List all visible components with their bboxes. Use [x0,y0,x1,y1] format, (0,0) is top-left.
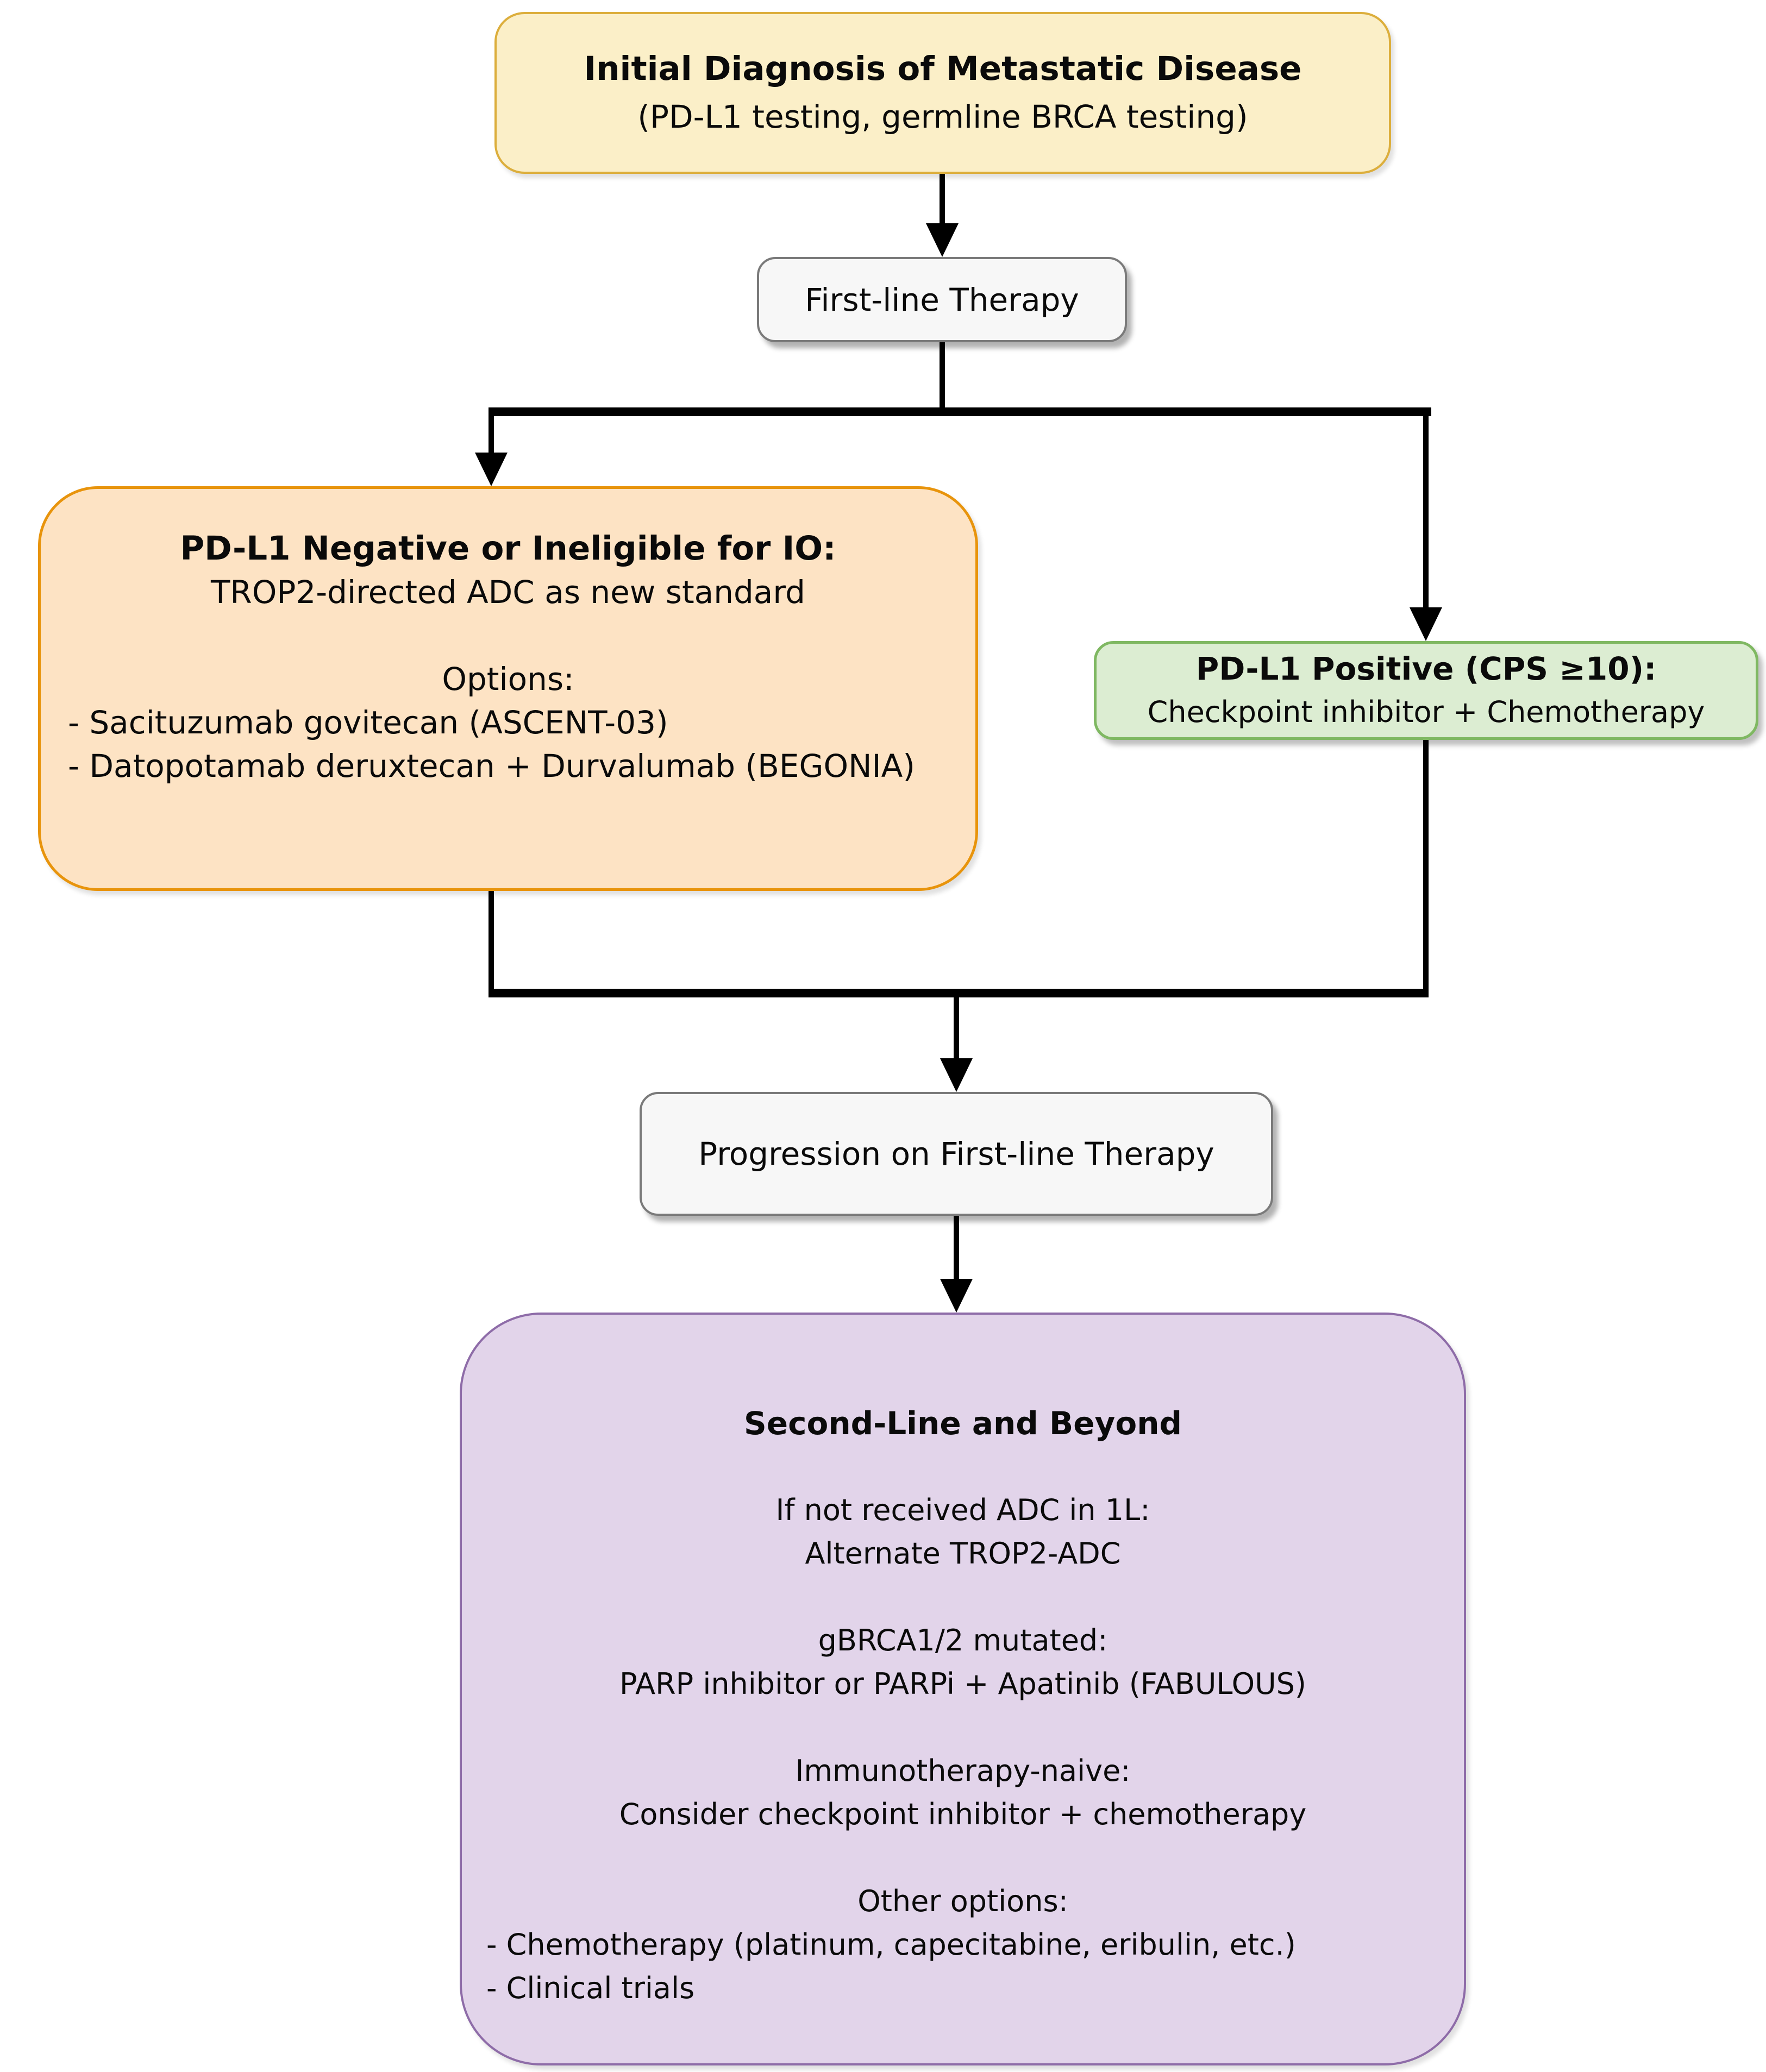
node-second-line-and-beyond [460,1313,1466,2065]
connector-branch-to-positive [1423,407,1429,608]
text-line: Progression on First-line Therapy [698,1135,1214,1172]
node-pdl1-negative [38,486,978,891]
arrowhead-into-positive [1410,607,1442,641]
arrowhead-into-secondline [940,1279,973,1313]
text-line: Checkpoint inhibitor + Chemotherapy [1147,695,1705,729]
connector-progression-to-secondline [954,1216,959,1280]
text-line: Consider checkpoint inhibitor + chemotherapy [619,1797,1307,1831]
text-line: Immunotherapy-naive: [795,1754,1131,1788]
text-line: Options: [442,661,574,698]
text-line: PD-L1 Negative or Ineligible for IO: [180,529,836,568]
branch-line [489,407,1431,416]
node-initial-diagnosis [494,12,1391,174]
text-line: First-line Therapy [805,281,1079,318]
text-line: Other options: [857,1884,1068,1918]
text-line: If not received ADC in 1L: [775,1493,1150,1527]
merge-line [489,989,1429,997]
text-line: - Chemotherapy (platinum, capecitabine, eribulin, etc.) [486,1927,1296,1962]
connector-branch-to-negative [489,407,494,454]
connector-merge-to-progression [954,997,959,1060]
connector-initial-to-firstline [940,174,945,230]
arrowhead-into-progression [940,1058,973,1092]
connector-negative-to-merge [489,891,494,997]
text-line: - Clinical trials [486,1971,695,2005]
text-line: - Sacituzumab govitecan (ASCENT-03) [68,704,668,741]
text-line: PARP inhibitor or PARPi + Apatinib (FABULOUS) [619,1667,1306,1701]
text-line: Initial Diagnosis of Metastatic Disease [584,49,1302,88]
text-line: Second-Line and Beyond [743,1405,1182,1442]
node-progression [640,1092,1273,1216]
text-line: gBRCA1/2 mutated: [818,1623,1108,1657]
text-line: TROP2-directed ADC as new standard [211,574,805,611]
text-line: - Datopotamab deruxtecan + Durvalumab (BEGONIA) [68,748,915,784]
node-pdl1-positive [1094,641,1758,740]
node-first-line-therapy [757,257,1127,342]
connector-positive-to-merge [1423,740,1429,997]
connector-firstline-to-branch [940,342,945,416]
arrowhead-into-negative [475,453,508,486]
text-line: PD-L1 Positive (CPS ≥10): [1195,650,1657,687]
text-line: Alternate TROP2-ADC [805,1536,1121,1571]
text-line: (PD-L1 testing, germline BRCA testing) [637,98,1248,135]
arrowhead-into-firstline [926,223,959,257]
